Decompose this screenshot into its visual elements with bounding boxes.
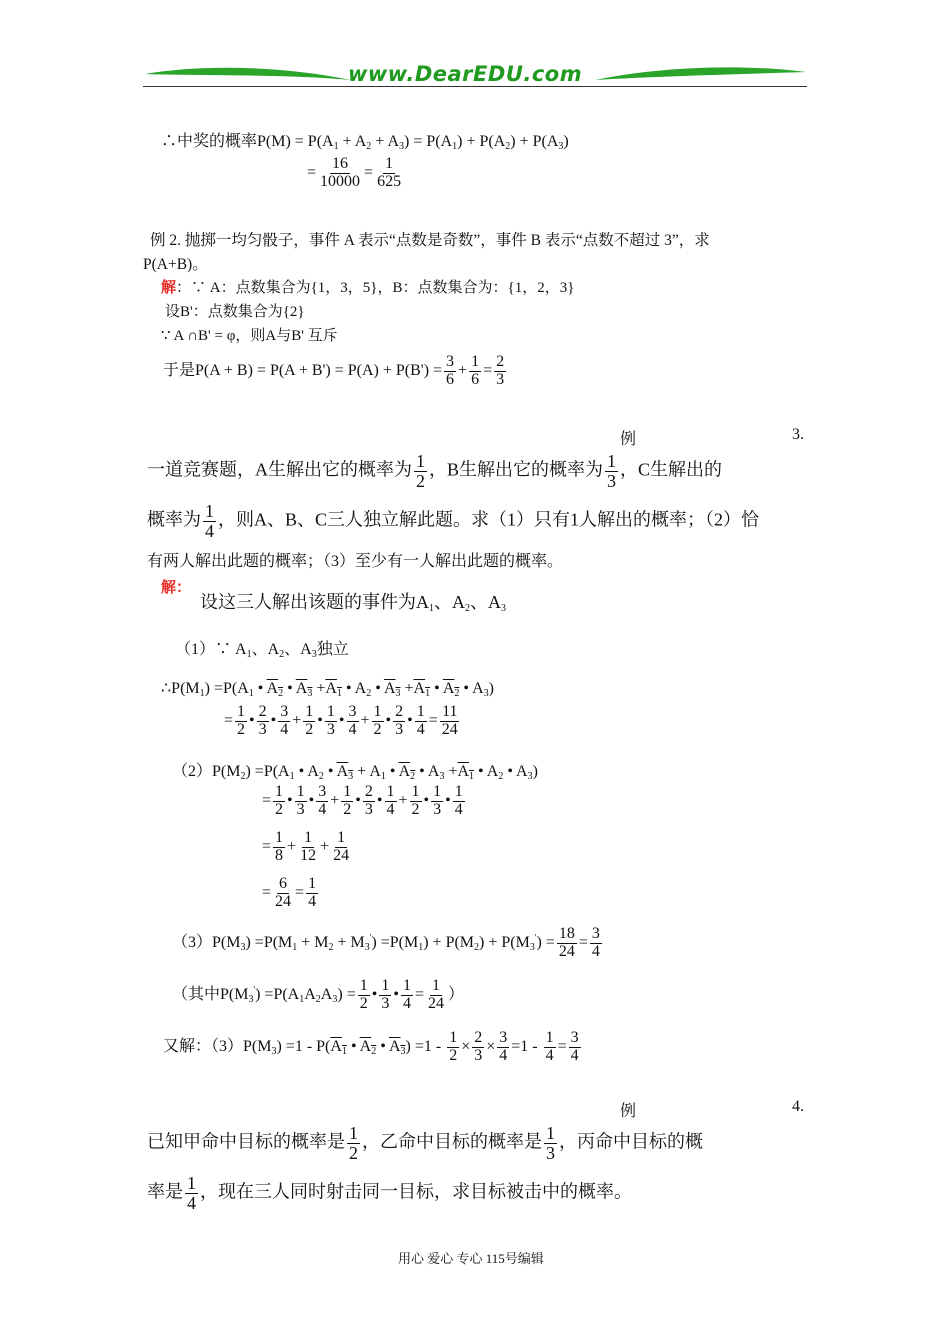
ex4-question-line2: 率是 $\frac{1}{4}$ ，现在三人同时射击同一目标，求目标被击中的概率。 <box>147 1173 632 1213</box>
solution-label: 解 <box>161 280 177 296</box>
formula-pm-calc: = $\frac{16}{10000}$ = $\frac{1}{625}$ <box>307 155 402 190</box>
ex2-solution-line1: 解：∵ A：点数集合为{1，3，5}，B：点数集合为：{1，2，3} <box>161 280 575 296</box>
ex3-label-right: 3. <box>792 426 804 443</box>
swoosh-left-icon <box>143 60 353 88</box>
ex3-solution-intro: 设这三人解出该题的事件为$A_1$、$A_2$、$A_3$ <box>200 592 506 614</box>
ex3-solution-label: 解： <box>161 580 192 596</box>
ex3-part2-calc3: = $\frac{6}{24}$ = $\frac{1}{4}$ <box>262 875 317 910</box>
ex3-question-line2: 概率为 $\frac{1}{4}$ ，则A、B、C三人独立解此题。求（1）只有1人解出的概率；（2）恰 <box>147 501 760 541</box>
ex2-solution-line4: 于是P(A + B) = P(A + B') = P(A) + P(B') = $\frac{3}{6}$ + $\frac{1}{6}$ = $\frac{2}{3}$ <box>163 353 505 388</box>
ex2-question-line2: P(A+B)。 <box>143 256 208 273</box>
ex2-solution-line3: ∵ A ∩B' = φ，则A与B' 互斥 <box>161 328 338 344</box>
swoosh-right-icon <box>593 60 808 88</box>
ex3-label-left: 例 <box>620 431 637 448</box>
ex3-part3-formula: $(3)P(M_3) =P(M_1 + M_2 + M_3') =P(M_1) + P(M_2) + P(M_3')$ = $\frac{18}{24}$ = $\frac{3}{4}$ <box>172 925 600 960</box>
ex4-label-left: 例 <box>620 1103 637 1120</box>
header-logo <box>143 56 807 88</box>
ex3-part1-head: （1）∵ $A_1$、$A_2$、$A_3$独立 <box>175 641 349 660</box>
ex3-question-line1: 一道竞赛题，A生解出它的概率为 $\frac{1}{2}$ ，B生解出它的概率为 $\frac{1}{3}$ ，C生解出的 <box>147 451 723 491</box>
ex3-part1-formula: $\therefore P(M_1) =P(A_1$ • $A_2$ • $A_3 +A_1$ • $A_2$ • $A_3 +A_1$ • $A_2$ • $A_3$) <box>161 680 494 699</box>
ex3-part1-calc: = $\frac{1}{2}$ • $\frac{2}{3}$ • $\frac{3}{4}$ + $\frac{1}{2}$ • $\frac{1}{3}$ • $\frac{3}{4}$ + $\frac{1}{2}$ • $\frac{2}{3}$ • $\frac{1}{4}$ = $\frac{11}{24}$ <box>224 703 458 738</box>
ex3-part2-calc2: = $\frac{1}{8}$ + $\frac{1}{12}$ + $\frac{1}{24}$ <box>262 829 350 864</box>
ex4-label-right: 4. <box>792 1098 804 1115</box>
ex3-part3-note: （其中$P(M_3') =P(A_1A_2A_3)$ = $\frac{1}{2}$ • $\frac{1}{3}$ • $\frac{1}{4}$ = $\frac{1}{24}$ ） <box>172 977 464 1012</box>
ex3-part2-formula: $(2)P(M_2) =P(A_1$ • $A_2$ • $A_3 + A_1$ • $A_2$ • $A_3 +A_1$ • $A_2$ • $A_3$) <box>172 763 538 782</box>
ex2-solution-line2: 设B'：点数集合为{2} <box>165 304 305 320</box>
ex3-question-line3: 有两人解出此题的概率；（3）至少有一人解出此题的概率。 <box>147 553 564 570</box>
ex3-part2-calc1: = $\frac{1}{2}$ • $\frac{1}{3}$ • $\frac{3}{4}$ + $\frac{1}{2}$ • $\frac{2}{3}$ • $\frac{1}{4}$ + $\frac{1}{2}$ • $\frac{1}{3}$ • $\frac{1}{4}$ <box>262 783 463 818</box>
ex2-question-line1: 例 2. 抛掷一均匀骰子，事件 A 表示“点数是奇数”，事件 B 表示“点数不超过 3”，求 <box>150 232 710 249</box>
formula-pm: ∴中奖的概率$P(M) = P(A_1 + A_2 + A_3) = P(A_1) + P(A_2) + P(A_3)$ <box>161 133 569 152</box>
header-rule <box>143 86 807 87</box>
page-footer: 用心 爱心 专心 115号编辑 <box>398 1251 544 1266</box>
ex4-question-line1: 已知甲命中目标的概率是 $\frac{1}{2}$ ，乙命中目标的概率是 $\frac{1}{3}$ ，丙命中目标的概 <box>147 1123 703 1163</box>
ex3-alt-solution: 又解：$(3)P(M_3) =1 - P(A_1$ • $A_2$ • $A_3) =1$ - $\frac{1}{2}$ × $\frac{2}{3}$ × $\frac{3}{4}$ =1 - $\frac{1}{4}$ = $\frac{3}{4}$ <box>163 1029 579 1064</box>
site-logo-text: www.DearEDU.com <box>348 62 583 86</box>
